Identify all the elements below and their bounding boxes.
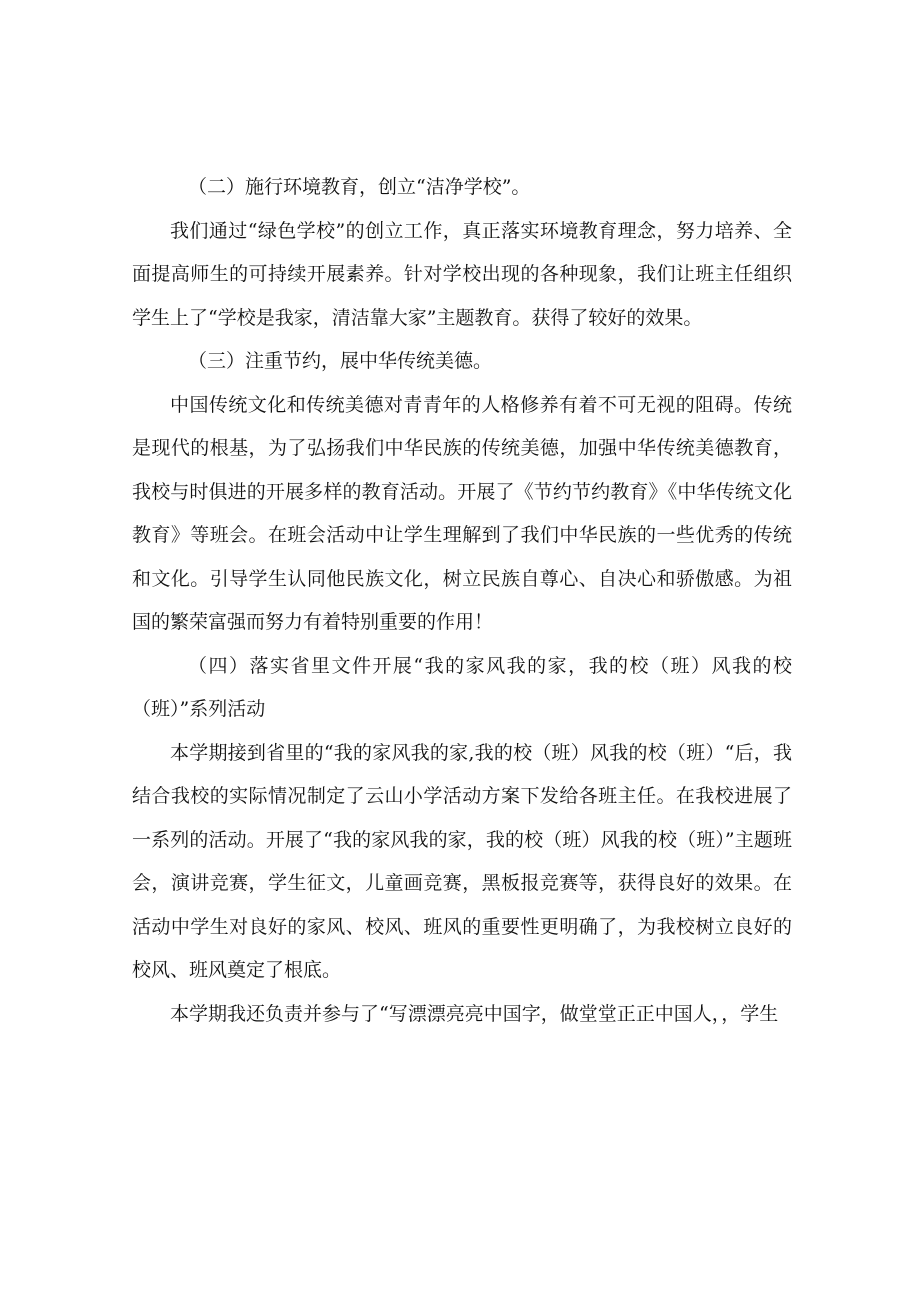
paragraph-green-school: 我们通过“绿色学校”的创立工作，真正落实环境教育理念，努力培养、全面提高师生的可持续开展素养。针对学校出现的各种现象，我们让班主任组织学生上了“学校是我家，清洁靠大家”主题教育。获得了较好的效果。: [132, 219, 792, 329]
section-heading-3: （三）注重节约，展中华传统美德。: [188, 350, 493, 372]
paragraph-traditional-virtues: 中国传统文化和传统美德对青青年的人格修养有着不可无视的阻碍。传统是现代的根基，为了弘扬我们中华民族的传统美德，加强中华传统美德教育，我校与时俱进的开展多样的教育活动。开展了《节约节约教育》《中华传统文化教育》等班会。在班会活动中让学生理解到了我们中华民族的一些优秀的传统和文化。引导学生认同他民族文化，树立民族自尊心、自决心和骄傲感。为祖国的繁荣富强而努力有着特别重要的作用！: [132, 393, 792, 633]
document-body: [132, 166, 792, 1036]
section-heading-2: （二）施行环境教育，创立“洁净学校”。: [188, 176, 531, 198]
paragraph-family-style-activities: 本学期接到省里的“我的家风我的家,我的校（班）风我的校（班）“后，我结合我校的实际情况制定了云山小学活动方案下发给各班主任。在我校进展了一系列的活动。开展了“我的家风我的家，我的校（班）风我的校（班）”主题班会，演讲竞赛，学生征文，儿童画竞赛，黑板报竞赛等，获得良好的效果。在活动中学生对良好的家风、校风、班风的重要性更明确了，为我校树立良好的校风、班风奠定了根底。: [132, 741, 792, 981]
paragraph-calligraphy-activity: 本学期我还负责并参与了“写漂漂亮亮中国字，做堂堂正正中国人，，学生: [170, 1002, 779, 1025]
section-heading-4: （四）落实省里文件开展“我的家风我的家，我的校（班）风我的校（班）”系列活动: [132, 654, 792, 720]
